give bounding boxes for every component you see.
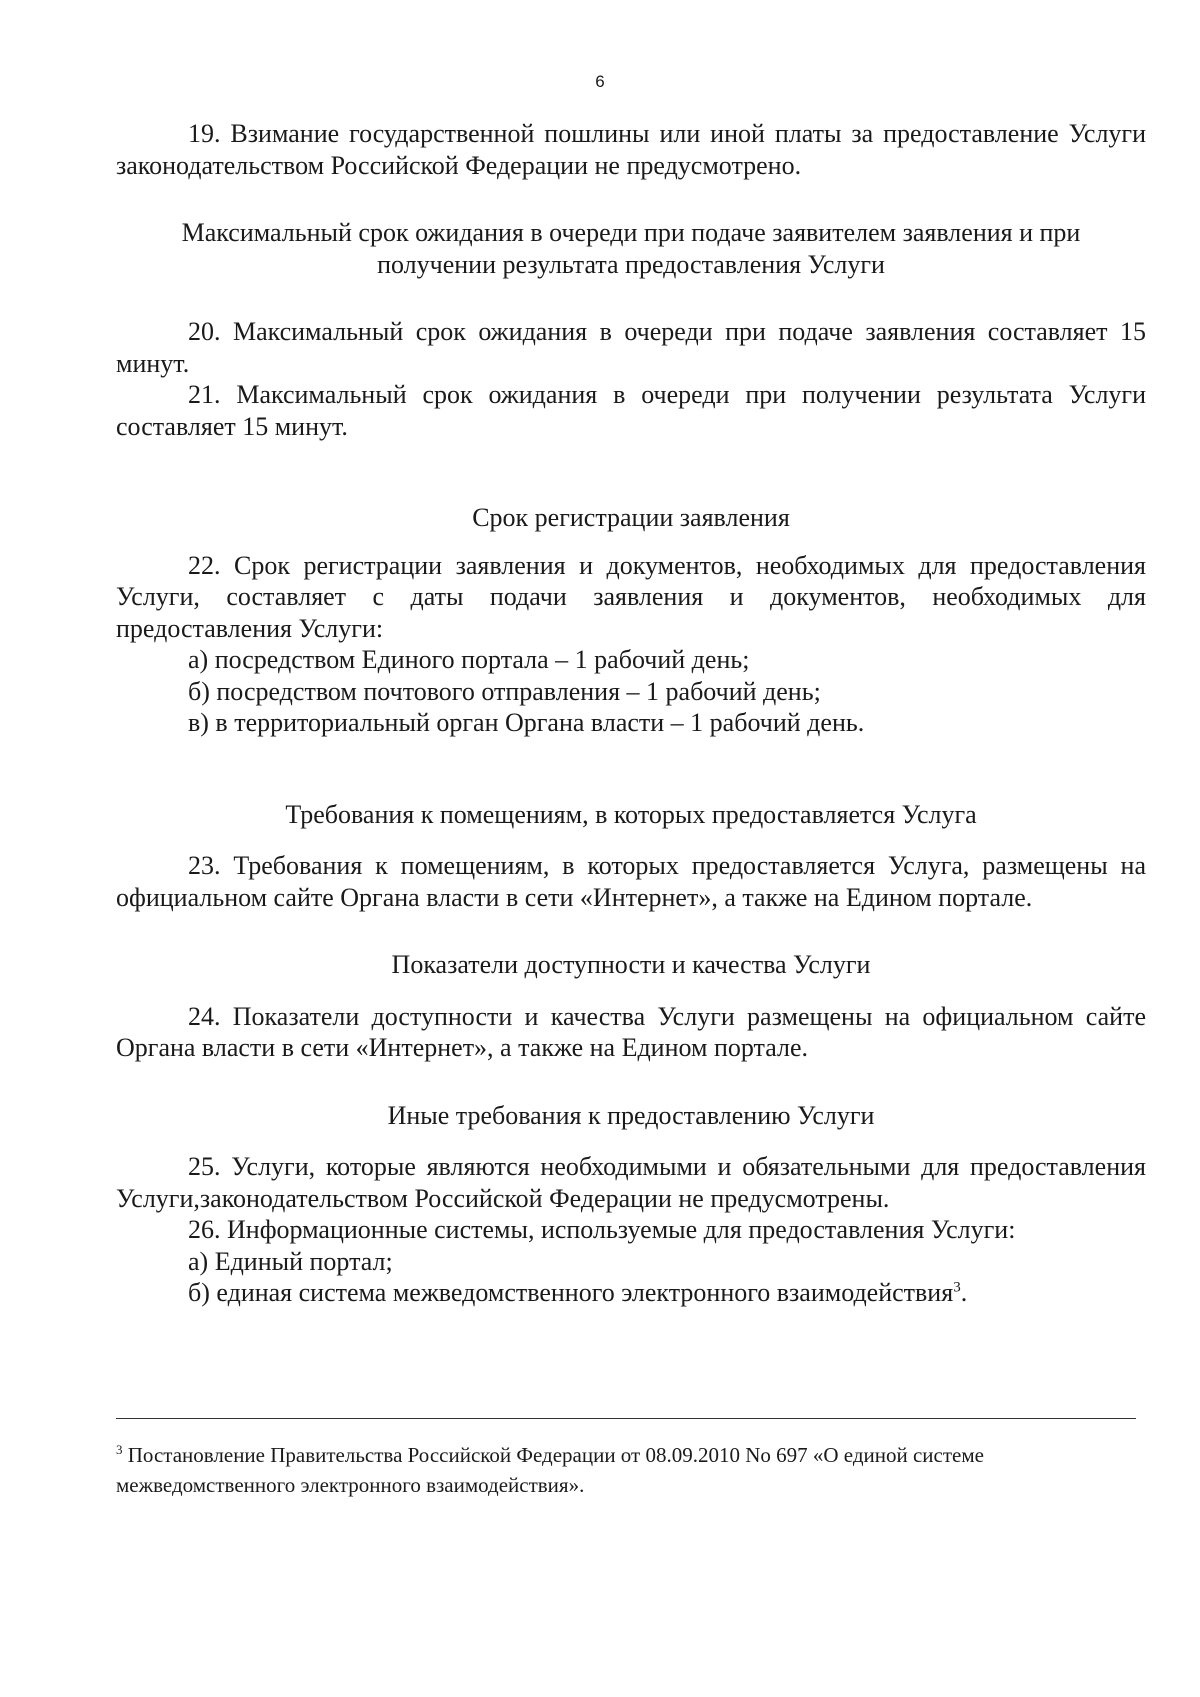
footnote-reference[interactable]: 3 [953, 1279, 961, 1296]
paragraph-26-item-b [116, 1277, 1146, 1309]
paragraph-26-item-b-text: б) единая система межведомственного электронного взаимодействия [188, 1278, 954, 1307]
footnote-number: 3 [116, 1442, 123, 1457]
paragraph-22-item-c: в) в территориальный орган Органа власти – 1 рабочий день. [188, 708, 865, 737]
footnote-text: Постановление Правительства Российской Федерации от 08.09.2010 No 697 «О единой системе межведомственного электронного взаимодействия». [116, 1443, 984, 1497]
heading-premises: Требования к помещениям, в которых предоставляется Услуга [285, 799, 977, 829]
heading-other-requirements: Иные требования к предоставлению Услуги [387, 1100, 875, 1130]
paragraph-19: 19. Взимание государственной пошлины или иной платы за предоставление Услуги законодательством Российской Федерации не предусмотрено. [116, 119, 1146, 180]
paragraph-24: 24. Показатели доступности и качества Услуги размещены на официальном сайте Органа власти в сети «Интернет», а также на Едином портале. [116, 1001, 1146, 1062]
paragraph-26: 26. Информационные системы, используемые для предоставления Услуги: [188, 1215, 1016, 1244]
heading-queue-time-line1: Максимальный срок ожидания в очереди при подаче заявителем заявления и при [181, 218, 1081, 247]
paragraph-22-item-b: б) посредством почтового отправления – 1 рабочий день; [188, 676, 821, 706]
heading-registration: Срок регистрации заявления [472, 503, 790, 532]
heading-quality: Показатели доступности и качества Услуги [391, 950, 871, 979]
heading-queue-time [116, 217, 1146, 280]
paragraph-26-item-b-end: . [960, 1278, 968, 1307]
page-number: 6 [595, 72, 605, 91]
footnote [116, 1440, 1146, 1500]
heading-queue-time-line2: получении результата предоставления Услуги [377, 249, 885, 279]
paragraph-22: 22. Срок регистрации заявления и документов, необходимых для предоставления Услуги, составляет с даты подачи заявления и документов, необходимых для предоставления Услуги: [116, 550, 1146, 643]
paragraph-23: 23. Требования к помещениям, в которых предоставляется Услуга, размещены на официальном сайте Органа власти в сети «Интернет», а также на Едином портале. [116, 851, 1146, 912]
paragraph-20: 20. Максимальный срок ожидания в очереди при подаче заявления составляет 15 минут. [116, 317, 1146, 378]
paragraph-22-item-a: а) посредством Единого портала – 1 рабочий день; [188, 645, 750, 674]
footnote-divider [116, 1418, 1136, 1419]
paragraph-26-item-a: а) Единый портал; [188, 1246, 393, 1276]
document-body [116, 118, 1146, 1309]
paragraph-21: 21. Максимальный срок ожидания в очереди при получении результата Услуги составляет 15 минут. [116, 380, 1146, 441]
paragraph-25: 25. Услуги, которые являются необходимыми и обязательными для предоставления Услуги,законодательством Российской Федерации не предусмотрены. [116, 1152, 1146, 1213]
